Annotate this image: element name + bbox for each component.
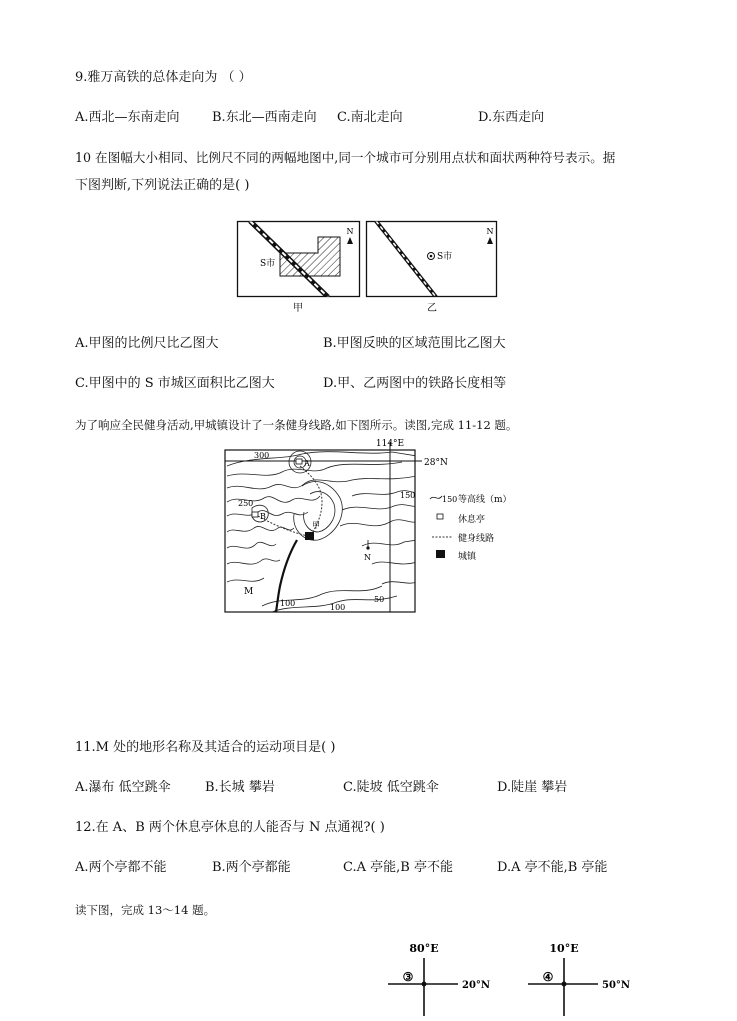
q12-option-c: C.A 亭能,B 亭不能 xyxy=(343,860,453,875)
s-city-label-jia: S市 xyxy=(260,259,276,269)
q9-option-d: D.东西走向 xyxy=(478,110,545,125)
town-jia-icon xyxy=(305,532,314,540)
s-city-label-yi: S市 xyxy=(437,252,453,262)
contour-250-label: 250 xyxy=(238,499,254,508)
contour-100-label-b: 100 xyxy=(330,603,346,612)
contour-150-label: 150 xyxy=(400,491,416,500)
town-jia-label: 甲 xyxy=(312,521,320,530)
legend-town: 城镇 xyxy=(458,552,477,562)
north-arrow-icon xyxy=(487,237,493,244)
coord-left-mark: ③ xyxy=(402,970,414,984)
lon-label: 114°E xyxy=(375,439,405,449)
contour-100-label-a: 100 xyxy=(280,599,296,608)
intro-11-12: 为了响应全民健身活动,甲城镇设计了一条健身线路,如下图所示。读图,完成 11-12 题。 xyxy=(75,418,518,432)
coord-right-lat: 50°N xyxy=(602,980,631,991)
coord-right-mark: ④ xyxy=(542,970,554,984)
legend-contour: 等高线（m） xyxy=(458,495,512,505)
railway-yi xyxy=(376,221,436,297)
q9-option-b: B.东北—西南走向 xyxy=(212,110,317,125)
q11-option-d: D.陡崖 攀岩 xyxy=(497,780,568,795)
q10-map-figure xyxy=(236,219,500,314)
caption-jia: 甲 xyxy=(293,303,303,314)
q10-option-c: C.甲图中的 S 市城区面积比乙图大 xyxy=(75,376,275,391)
q11-option-c: C.陡坡 低空跳伞 xyxy=(343,780,439,795)
pavilion-b-icon xyxy=(252,512,258,517)
legend-pavilion: 休息亭 xyxy=(458,515,486,525)
q10-option-b: B.甲图反映的区域范围比乙图大 xyxy=(323,336,506,351)
legend-route: 健身线路 xyxy=(458,534,495,544)
q12-option-b: B.两个亭都能 xyxy=(212,860,291,875)
legend-pavilion-icon xyxy=(437,514,443,519)
point-n-label: N xyxy=(364,553,371,562)
q11-option-b: B.长城 攀岩 xyxy=(205,780,275,795)
q10-option-d: D.甲、乙两图中的铁路长度相等 xyxy=(323,376,507,391)
coord-left xyxy=(388,942,490,1016)
contour-50-label: 50 xyxy=(374,595,385,604)
q10-stem-line1: 10 在图幅大小相同、比例尺不同的两幅地图中,同一个城市可分别用点状和面状两种符号表示。据 xyxy=(75,150,616,165)
contour-300-label: 300 xyxy=(254,451,270,460)
contour-lines xyxy=(227,451,417,612)
coord-right xyxy=(528,942,630,1016)
north-arrow-icon xyxy=(347,237,353,244)
q9-option-c: C.南北走向 xyxy=(337,110,403,125)
q10-option-a: A.甲图的比例尺比乙图大 xyxy=(75,336,219,351)
legend-contour-sample: 150 xyxy=(442,495,458,504)
north-label-yi: N xyxy=(486,227,494,236)
pavilion-a-icon xyxy=(296,459,302,464)
q12-option-d: D.A 亭不能,B 亭能 xyxy=(497,860,608,875)
lat-label: 28°N xyxy=(424,458,448,468)
coord-left-lon: 80°E xyxy=(409,942,439,955)
north-label-jia: N xyxy=(346,227,354,236)
topo-legend xyxy=(430,493,512,562)
coord-figure xyxy=(380,936,640,1018)
legend-town-icon xyxy=(436,550,445,558)
q10-stem-line2: 下图判断,下列说法正确的是( ) xyxy=(75,178,250,193)
caption-yi: 乙 xyxy=(427,303,437,314)
point-m-label: M xyxy=(244,587,254,597)
q11-option-a: A.瀑布 低空跳伞 xyxy=(75,780,171,795)
q12-stem: 12.在 A、B 两个休息亭休息的人能否与 N 点通视?( ) xyxy=(75,820,385,835)
coord-left-lat: 20°N xyxy=(462,980,491,991)
point-a-label: A xyxy=(304,459,310,468)
intro-13-14: 读下图，完成 13～14 题。 xyxy=(75,903,216,917)
coord-right-lon: 10°E xyxy=(549,942,579,955)
q11-stem: 11.M 处的地形名称及其适合的运动项目是( ) xyxy=(75,740,336,755)
topo-map-figure xyxy=(222,436,522,616)
q9-stem: 9.雅万高铁的总体走向为 （ ） xyxy=(75,70,252,85)
point-b-label: B xyxy=(260,512,266,521)
q12-option-a: A.两个亭都不能 xyxy=(75,860,167,875)
q9-option-a: A.西北—东南走向 xyxy=(75,110,180,125)
